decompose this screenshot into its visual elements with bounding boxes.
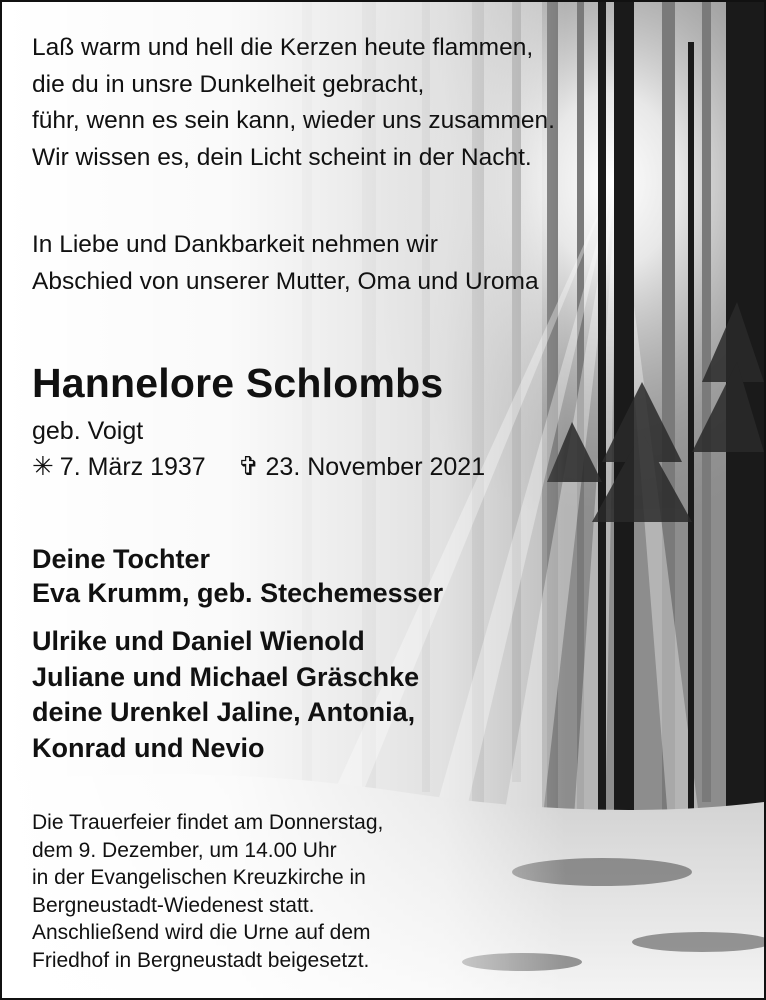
poem-line: Wir wissen es, dein Licht scheint in der Nacht. xyxy=(32,143,532,171)
mourner-line: deine Urenkel Jaline, Antonia, xyxy=(32,697,416,727)
poem-line: Laß warm und hell die Kerzen heute flammen, xyxy=(32,34,534,61)
service-line: Friedhof in Bergneustadt beigesetzt. xyxy=(32,948,370,972)
death-cross-icon: ✞ xyxy=(237,451,260,481)
life-dates xyxy=(32,449,485,484)
mourner-line: Eva Krumm, geb. Stechemesser xyxy=(32,578,444,608)
service-line: dem 9. Dezember, um 14.00 Uhr xyxy=(32,838,337,862)
service-line: in der Evangelischen Kreuzkirche in xyxy=(32,866,366,889)
deceased-name: Hannelore Schlombs xyxy=(32,360,444,406)
death-date: 23. November 2021 xyxy=(265,453,486,481)
mourner-line: Juliane und Michael Gräschke xyxy=(32,661,420,692)
funeral-service-info xyxy=(32,809,383,974)
intro-line: In Liebe und Dankbarkeit nehmen wir xyxy=(32,231,438,258)
mourner-line: Konrad und Nevio xyxy=(32,732,265,763)
birth-date: 7. März 1937 xyxy=(59,453,206,481)
service-line: Bergneustadt-Wiedenest statt. xyxy=(32,893,315,917)
maiden-name: geb. Voigt xyxy=(32,417,144,445)
poem-line: die du in unsre Dunkelheit gebracht, xyxy=(32,70,425,98)
service-line: Die Trauerfeier findet am Donnerstag, xyxy=(32,811,384,834)
mourner-line: Ulrike und Daniel Wienold xyxy=(32,626,365,656)
memorial-poem xyxy=(32,30,555,176)
mourners-family xyxy=(32,624,419,766)
intro-line: Abschied von unserer Mutter, Oma und Uroma xyxy=(32,267,539,295)
service-line: Anschließend wird die Urne auf dem xyxy=(32,921,371,944)
poem-line: führ, wenn es sein kann, wieder uns zusammen. xyxy=(32,107,555,134)
mourner-line: Deine Tochter xyxy=(32,544,211,574)
birth-star-icon: ✳ xyxy=(32,451,54,481)
mourners-daughter xyxy=(32,542,443,610)
farewell-intro xyxy=(32,227,539,300)
